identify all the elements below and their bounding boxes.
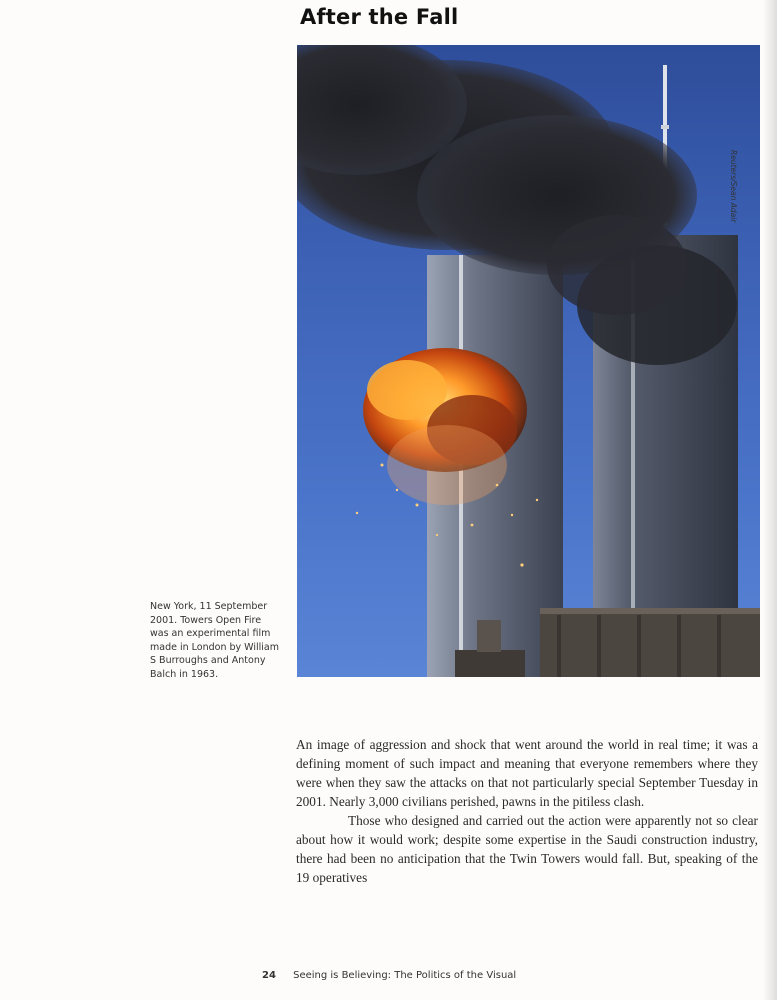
page-gutter-shadow	[763, 0, 777, 1000]
running-footer-title: Seeing is Believing: The Politics of the Visual	[293, 970, 517, 981]
photo-credit: Reuters/Sean Adair	[729, 150, 738, 223]
page-footer	[262, 970, 516, 981]
photo-caption: New York, 11 September 2001. Towers Open Fire was an experimental film made in London by William S Burroughs and Antony Balch in 1963.	[150, 601, 279, 680]
towers-photo-illustration	[297, 45, 760, 677]
page-number: 24	[262, 970, 276, 981]
body-paragraph: Those who designed and carried out the action were apparently not so clear about how it would work; despite some expertise in the Saudi construction industry, there had been no anticipation that the Twin Towers would fall. But, speaking of the 19 operatives	[296, 813, 758, 885]
page-title: After the Fall	[300, 5, 459, 29]
towers-photo	[297, 45, 760, 677]
body-paragraph: An image of aggression and shock that went around the world in real time; it was a defining moment of such impact and meaning that everyone remembers where they were when they saw the attacks on that not particularly special September Tuesday in 2001. Nearly 3,000 civilians perished, pawns in the pitiless clash.	[296, 737, 758, 809]
body-text	[296, 735, 758, 887]
